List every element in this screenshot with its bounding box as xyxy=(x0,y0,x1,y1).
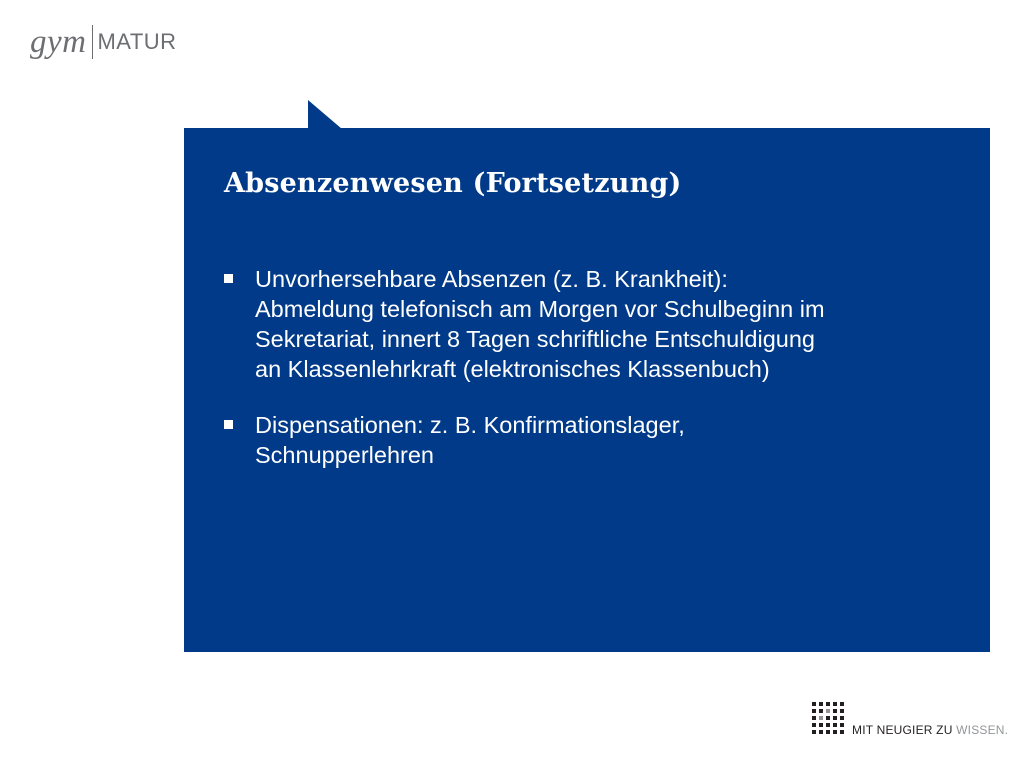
content-panel xyxy=(184,128,990,652)
dot-grid-square xyxy=(826,709,830,713)
dot-grid-square xyxy=(819,702,823,706)
dot-grid-square xyxy=(833,723,837,727)
dot-grid-square xyxy=(826,723,830,727)
tagline-dark: MIT NEUGIER ZU xyxy=(852,723,953,737)
slide-title: Absenzenwesen (Fortsetzung) xyxy=(224,168,682,199)
dot-grid-square xyxy=(833,709,837,713)
logo-divider xyxy=(92,25,93,59)
tagline-light: WISSEN. xyxy=(956,723,1009,737)
dot-grid-square xyxy=(812,716,816,720)
square-bullet-icon xyxy=(224,420,233,429)
dot-grid-icon xyxy=(812,702,846,736)
bullet-line: Schnupperlehren xyxy=(255,442,434,468)
dot-grid-square xyxy=(840,716,844,720)
dot-grid-square xyxy=(812,702,816,706)
bullet-item xyxy=(224,264,954,384)
dot-grid-square xyxy=(819,730,823,734)
bullet-line: Abmeldung telefonisch am Morgen vor Schulbeginn im xyxy=(255,296,825,322)
dot-grid-square xyxy=(840,723,844,727)
dot-grid-square xyxy=(819,716,823,720)
dot-grid-square xyxy=(819,709,823,713)
bullet-list xyxy=(224,264,954,496)
bullet-line: Unvorhersehbare Absenzen (z. B. Krankheit): xyxy=(255,266,728,292)
dot-grid-square xyxy=(826,730,830,734)
dot-grid-square xyxy=(826,702,830,706)
dot-grid-square xyxy=(826,716,830,720)
dot-grid-square xyxy=(833,702,837,706)
bullet-text xyxy=(255,410,685,470)
dot-grid-square xyxy=(833,716,837,720)
panel-pointer xyxy=(300,96,350,130)
square-bullet-icon xyxy=(224,274,233,283)
logo-gym-text: gym xyxy=(30,23,87,60)
tagline xyxy=(852,724,1008,736)
bullet-text xyxy=(255,264,825,384)
dot-grid-square xyxy=(819,723,823,727)
logo-matur-text: MATUR xyxy=(97,29,177,54)
bullet-line: an Klassenlehrkraft (elektronisches Klassenbuch) xyxy=(255,356,770,382)
dot-grid-square xyxy=(840,702,844,706)
bullet-line: Dispensationen: z. B. Konfirmationslager, xyxy=(255,412,685,438)
dot-grid-square xyxy=(812,723,816,727)
dot-grid-square xyxy=(812,730,816,734)
dot-grid-square xyxy=(840,730,844,734)
gym-matur-logo xyxy=(30,22,177,62)
dot-grid-square xyxy=(833,730,837,734)
dot-grid-square xyxy=(840,709,844,713)
footer-branding xyxy=(812,702,1008,736)
dot-grid-square xyxy=(812,709,816,713)
bullet-line: Sekretariat, innert 8 Tagen schriftliche Entschuldigung xyxy=(255,326,815,352)
bullet-item xyxy=(224,410,954,470)
